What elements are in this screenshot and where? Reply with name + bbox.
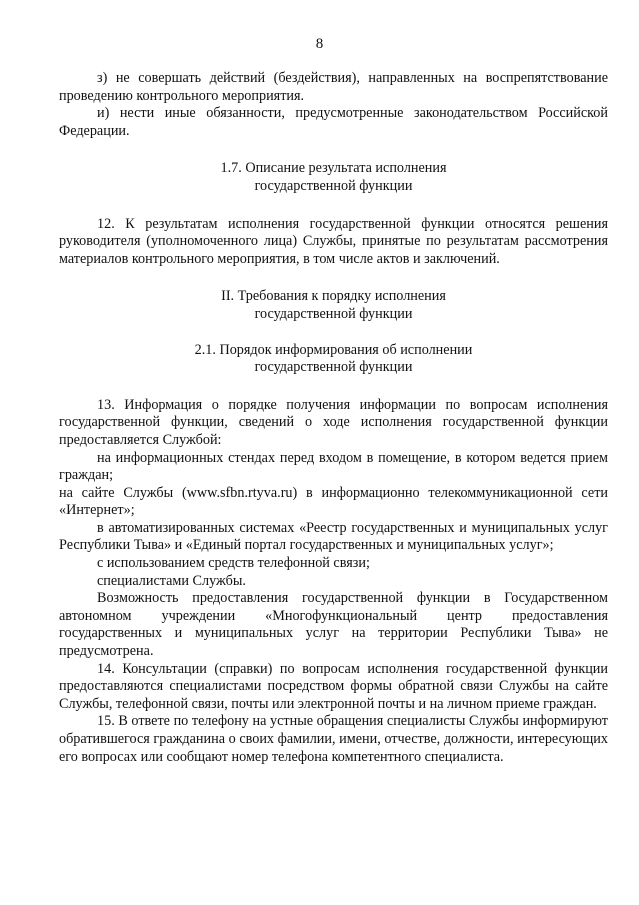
section-heading-2-1-line-2: государственной функции [254,359,413,376]
paragraph-website: на сайте Службы (www.sfbn.rtyva.ru) в информационно телекоммуникационной сети «Интернет»; [59,484,608,519]
section-heading-1-7-line-1: 1.7. Описание результата исполнения [220,160,447,177]
section-heading-2-1 [59,342,608,377]
paragraph-automated-systems: в автоматизированных системах «Реестр государственных и муниципальных услуг Республики Тыва» и «Единый портал государственных и муниципальных услуг»; [59,519,608,554]
document-body [59,70,608,766]
paragraph-14: 14. Консультации (справки) по вопросам исполнения государственной функции предоставляются специалистами посредством формы обратной связи Службы на сайте Службы, телефонной связи, почты или электронной почты и на личном приеме граждан. [59,660,608,712]
paragraph-mfc: Возможность предоставления государственной функции в Государственном автономном учреждении «Многофункциональный центр предоставления государственных и муниципальных услуг на территории Республики Тыва» не предусмотрена. [59,590,608,660]
paragraph-i: и) нести иные обязанности, предусмотренные законодательством Российской Федерации. [59,105,608,139]
section-heading-ii-line-2: государственной функции [254,305,413,322]
paragraph-info-stands: на информационных стендах перед входом в помещение, в котором ведется прием граждан; [59,449,608,484]
section-heading-1-7 [59,160,608,195]
page-number: 8 [315,36,324,52]
section-heading-ii-line-1: II. Требования к порядку исполнения [221,288,446,305]
paragraph-13: 13. Информация о порядке получения информации по вопросам исполнения государственной функции, сведений о ходе исполнения государственной функции предоставляется Службой: [59,396,608,448]
section-heading-1-7-line-2: государственной функции [254,177,413,194]
paragraph-15: 15. В ответе по телефону на устные обращения специалисты Службы информируют обратившегося гражданина о своих фамилии, имени, отчестве, должности, интересующих его вопросах или сообщают номер телефона компетентного специалиста. [59,713,608,765]
paragraph-z: з) не совершать действий (бездействия), направленных на воспрепятствование проведению контрольного мероприятия. [59,70,608,104]
paragraph-phone: с использованием средств телефонной связи; [97,555,370,572]
section-heading-ii [59,288,608,323]
paragraph-12: 12. К результатам исполнения государственной функции относятся решения руководителя (уполномоченного лица) Службы, принятые по результатам рассмотрения материалов контрольного мероприятия, в том числе актов и заключений. [59,215,608,267]
paragraph-specialists: специалистами Службы. [97,572,246,589]
section-heading-2-1-line-1: 2.1. Порядок информирования об исполнении [194,341,473,358]
